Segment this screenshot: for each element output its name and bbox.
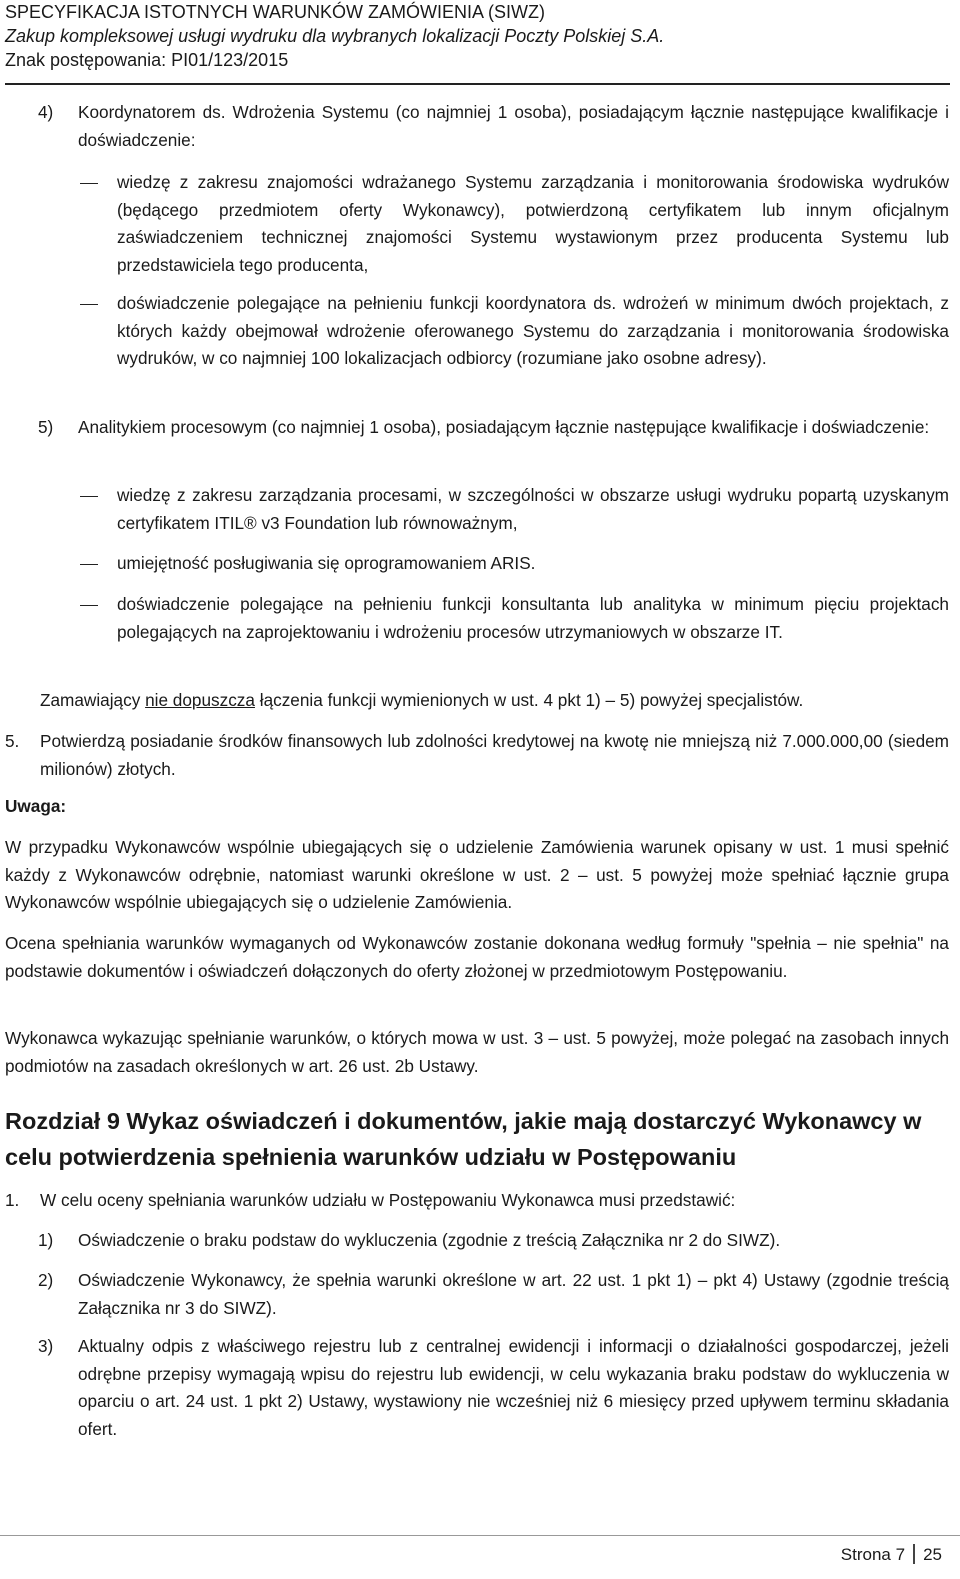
header-subject: Zakup kompleksowej usługi wydruku dla wybranych lokalizacji Poczty Polskiej S.A. bbox=[5, 26, 665, 46]
chapter-heading: Rozdział 9 Wykaz oświadczeń i dokumentów, jakie mają dostarczyć Wykonawcy w celu potwierdzenia spełnienia warunków udziału w Postępowaniu bbox=[5, 1108, 922, 1170]
exclusion-note-emphasis: nie dopuszcza bbox=[145, 690, 255, 710]
ch9-item3-number: 3) bbox=[38, 1336, 54, 1356]
ch9-point1-text: W celu oceny spełniania warunków udziału w Postępowaniu Wykonawca musi przedstawić: bbox=[40, 1190, 736, 1210]
page-number: 7 bbox=[895, 1545, 906, 1564]
note-paragraph-2: Ocena spełniania warunków wymaganych od Wykonawców zostanie dokonana według formuły "spełnia – nie spełnia" na podstawie dokumentów i oświadczeń dołączonych do oferty złożonej w przedmiotowym Postępowaniu. bbox=[5, 933, 949, 981]
ch9-point1-number: 1. bbox=[5, 1190, 20, 1210]
dash-bullet-icon bbox=[80, 564, 98, 565]
footer-divider bbox=[0, 1535, 960, 1536]
item5-bullet-2: umiejętność posługiwania się oprogramowaniem ARIS. bbox=[117, 553, 536, 573]
dash-bullet-icon bbox=[80, 605, 98, 606]
exclusion-note-post: łączenia funkcji wymienionych w ust. 4 pkt 1) – 5) powyżej specjalistów. bbox=[254, 690, 804, 710]
header-divider bbox=[5, 83, 950, 85]
document-header bbox=[5, 0, 945, 72]
item4-number: 4) bbox=[38, 102, 54, 122]
header-title: SPECYFIKACJA ISTOTNYCH WARUNKÓW ZAMÓWIENIA (SIWZ) bbox=[5, 2, 546, 22]
dash-bullet-icon bbox=[80, 304, 98, 305]
item5-number: 5) bbox=[38, 417, 54, 437]
item5-bullet-3: doświadczenie polegające na pełnieniu funkcji konsultanta lub analityka w minimum pięciu projektach polegających na zaprojektowaniu i wdrożeniu procesów utrzymaniowych w obszarze IT. bbox=[117, 594, 949, 642]
exclusion-note bbox=[40, 687, 955, 715]
item5-text: Analitykiem procesowym (co najmniej 1 osoba), posiadającym łącznie następujące kwalifikacje i doświadczenie: bbox=[78, 417, 930, 437]
separator-bar-icon bbox=[913, 1544, 915, 1564]
page-footer bbox=[841, 1543, 942, 1567]
note-label: Uwaga: bbox=[5, 796, 67, 816]
page-label: Strona bbox=[840, 1545, 891, 1564]
ch9-item1-number: 1) bbox=[38, 1230, 54, 1250]
ch9-item2-text: Oświadczenie Wykonawcy, że spełnia warunki określone w art. 22 ust. 1 pkt 1) – pkt 4) Ustawy (zgodnie treścią Załącznika nr 3 do SIWZ). bbox=[78, 1270, 949, 1318]
dash-bullet-icon bbox=[80, 183, 98, 184]
dash-bullet-icon bbox=[80, 496, 98, 497]
point5-text: Potwierdzą posiadanie środków finansowych lub zdolności kredytowej na kwotę nie mniejszą niż 7.000.000,00 (siedem milionów) złotych. bbox=[40, 731, 949, 779]
exclusion-note-pre: Zamawiający bbox=[40, 690, 146, 710]
note-paragraph-1: W przypadku Wykonawców wspólnie ubiegających się o udzielenie Zamówienia warunek opisany w ust. 1 musi spełnić każdy z Wykonawców odrębnie, natomiast warunki określone w ust. 2 – ust. 5 powyżej może spełniać łącznie grupa Wykonawców wspólnie ubiegających się o udzielenie Zamówienia. bbox=[5, 837, 949, 912]
note-paragraph-3: Wykonawca wykazując spełnianie warunków, o których mowa w ust. 3 – ust. 5 powyżej, może polegać na zasobach innych podmiotów na zasadach określonych w art. 26 ust. 2b Ustawy. bbox=[5, 1028, 949, 1076]
item4-bullet-1: wiedzę z zakresu znajomości wdrażanego Systemu zarządzania i monitorowania środowiska wydruków (będącego przedmiotem oferty Wykonawcy), potwierdzoną certyfikatem lub innym oficjalnym zaświadczeniem technicznej znajomości Systemu wystawionym przez producenta Systemu lub przedstawiciela tego producenta, bbox=[117, 172, 949, 275]
page-total: 25 bbox=[923, 1545, 942, 1564]
header-reference: Znak postępowania: PI01/123/2015 bbox=[5, 50, 289, 70]
ch9-item2-number: 2) bbox=[38, 1270, 54, 1290]
item4-text: Koordynatorem ds. Wdrożenia Systemu (co najmniej 1 osoba), posiadającym łącznie następujące kwalifikacje i doświadczenie: bbox=[78, 102, 949, 150]
item4-bullet-2: doświadczenie polegające na pełnieniu funkcji koordynatora ds. wdrożeń w minimum dwóch projektach, z których każdy obejmował wdrożenie oferowanego Systemu do zarządzania i monitorowania środowiska wydruków, w co najmniej 100 lokalizacjach odbiorcy (rozumiane jako osobne adresy). bbox=[117, 293, 949, 368]
ch9-item3-text: Aktualny odpis z właściwego rejestru lub z centralnej ewidencji i informacji o działalności gospodarczej, jeżeli odrębne przepisy wymagają wpisu do rejestru lub ewidencji, w celu wykazania braku podstaw do wykluczenia w oparciu o art. 24 ust. 1 pkt 2) Ustawy, wystawiony nie wcześniej niż 6 miesięcy przed upływem terminu składania ofert. bbox=[78, 1336, 949, 1439]
point5-number: 5. bbox=[5, 731, 20, 751]
ch9-item1-text: Oświadczenie o braku podstaw do wykluczenia (zgodnie z treścią Załącznika nr 2 do SIWZ). bbox=[78, 1230, 781, 1250]
item5-bullet-1: wiedzę z zakresu zarządzania procesami, w szczególności w obszarze usługi wydruku popartą uzyskanym certyfikatem ITIL® v3 Foundation lub równoważnym, bbox=[117, 485, 949, 533]
